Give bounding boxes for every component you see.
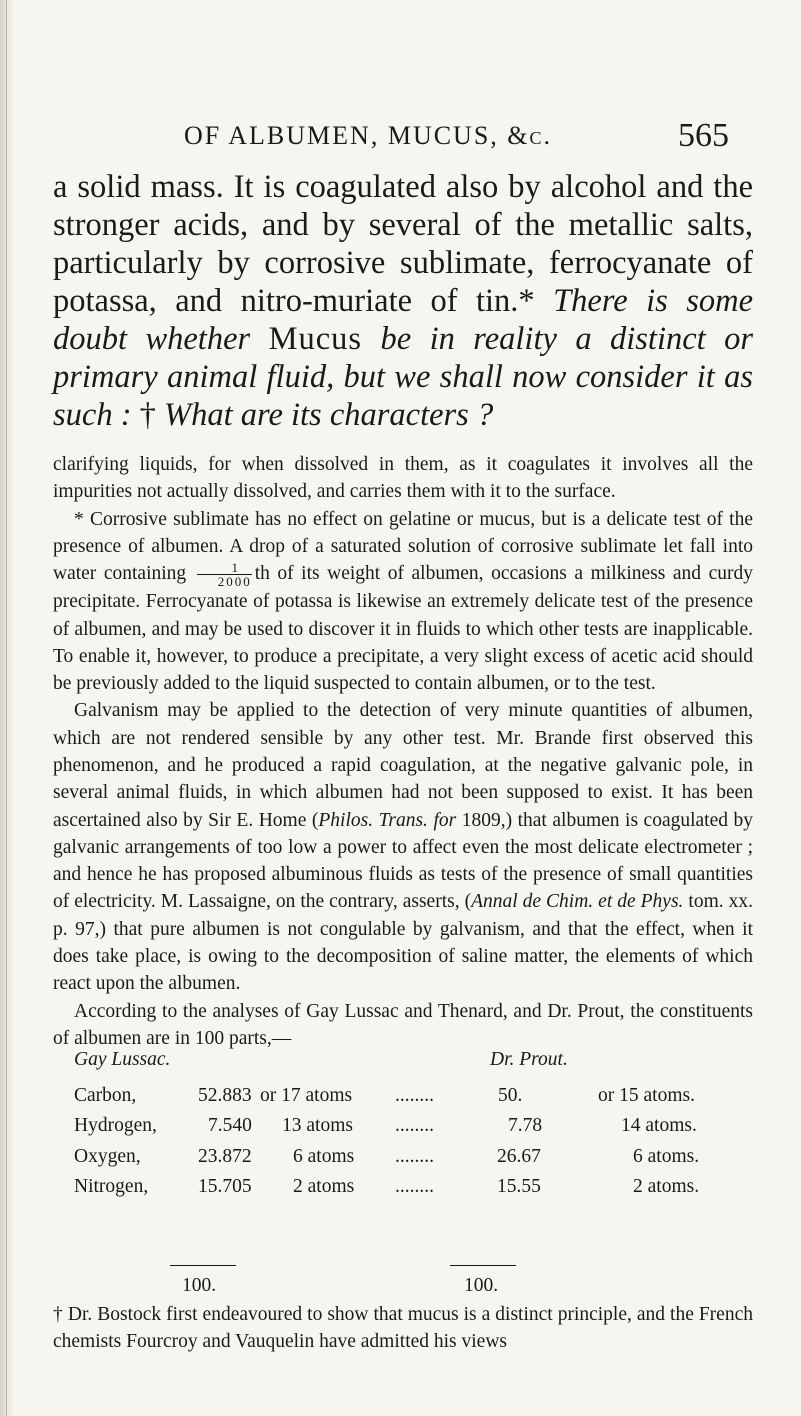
table-header-row (53, 1049, 753, 1077)
fraction-numerator: 1 (231, 560, 238, 576)
main-text-2: There is some doubt whether (53, 283, 753, 357)
galvanism-text-c: tom. xx. p. 97,) that pure albumen is not congulable by galvanism, and that the effect, when it does take place, is owing to the decomposition of saline matter, the elements of which react upon the albumen. (53, 891, 753, 995)
running-header (0, 117, 801, 157)
main-text-3: be in reality a distinct or primary animal fluid, but we shall now consider it as such : (53, 321, 753, 433)
leader-dots: ........ (395, 1085, 434, 1106)
table-row (53, 1085, 753, 1113)
note-galvanism (53, 697, 753, 997)
dagger-mark: † (139, 397, 156, 433)
prout-atoms: 14 atoms. (621, 1115, 697, 1136)
header-gay-lussac: Gay Lussac. (74, 1049, 171, 1070)
mucus-term: Mucus (268, 321, 363, 357)
gay-lussac-value: 23.872 (198, 1146, 252, 1167)
leader-dots: ........ (395, 1176, 434, 1197)
prout-value: 50. (498, 1085, 523, 1106)
main-text-1: a solid mass. It is coagulated also by alcohol and the stronger acids, and by several of the metallic salts, particularly by corrosive sublimate, ferrocyanate of potassa, and nitro-muriate of tin.* (53, 169, 753, 319)
page-number: 565 (678, 117, 729, 154)
total-gay-lussac: 100. (182, 1275, 217, 1296)
main-paragraph (53, 168, 753, 434)
note-continuation: clarifying liquids, for when dissolved in them, as it coagulates it involves all the impurities not actually dissolved, and carries them with it to the surface. (53, 454, 753, 503)
running-title: OF ALBUMEN, MUCUS, &c. (183, 121, 553, 150)
binding-line (6, 0, 7, 1416)
gay-lussac-atoms: 6 atoms (293, 1146, 355, 1167)
element-name: Hydrogen, (74, 1115, 157, 1136)
prout-value: 7.78 (508, 1115, 543, 1136)
gay-lussac-atoms: 2 atoms (293, 1176, 355, 1197)
gay-lussac-value: 15.705 (198, 1176, 252, 1197)
prout-value: 26.67 (497, 1146, 541, 1167)
table-row (53, 1115, 753, 1143)
note-text-a: * Corrosive sublimate has no effect on gelatine or mucus, but is a delicate test of the presence of albumen. A drop of a saturated solution of corrosive sublimate let fall into water containing (53, 508, 753, 585)
gay-lussac-atoms: 13 atoms (282, 1115, 353, 1136)
table-row (53, 1146, 753, 1174)
gay-lussac-atoms: or 17 atoms (260, 1085, 353, 1106)
main-text-4: What are its characters ? (155, 397, 494, 433)
footnotes (53, 451, 753, 1052)
reference-philos-trans: Philos. Trans. for (318, 809, 457, 831)
gay-lussac-value: 52.883 (198, 1085, 252, 1106)
prout-atoms: 2 atoms. (633, 1176, 700, 1197)
fraction-denominator: 2000 (197, 574, 252, 588)
leader-dots: ........ (395, 1115, 434, 1136)
prout-atoms: or 15 atoms. (598, 1085, 695, 1106)
prout-value: 15.55 (497, 1176, 541, 1197)
gay-lussac-value: 7.540 (208, 1115, 252, 1136)
note-analyses-intro: According to the analyses of Gay Lussac and Thenard, and Dr. Prout, the constituents of albumen are in 100 parts,— (53, 1000, 753, 1049)
prout-atoms: 6 atoms. (633, 1146, 700, 1167)
reference-annal-chim: Annal de Chim. et de Phys. (471, 891, 684, 913)
header-prout: Dr. Prout. (490, 1049, 568, 1070)
total-rule-right (450, 1265, 516, 1266)
total-rule-left (170, 1265, 236, 1266)
table-row (53, 1176, 753, 1204)
note-text-b: th of its weight of albumen, occasions a milkiness and curdy precipitate. Ferrocyanate of potassa is likewise an extremely delicate test of the presence of albumen, and may be used to discover it in fluids to which other tests are inapplicable. To enable it, however, to produce a precipitate, a very slight excess of acetic acid should be previously added to the liquid suspected to contain albumen, or to the test. (53, 563, 753, 695)
galvanism-text-a: Galvanism may be applied to the detection of very minute quantities of albumen, which are not rendered sensible by any other test. Mr. Brande first observed this phenomenon, and he produced a rapid coagulation, at the negative galvanic pole, in several animal fluids, in which albumen had not been supposed to exist. It has been ascertained also by Sir E. Home ( (53, 700, 753, 831)
leader-dots: ........ (395, 1146, 434, 1167)
element-name: Carbon, (74, 1085, 137, 1106)
dagger-footnote: † Dr. Bostock first endeavoured to show that mucus is a distinct principle, and the French chemists Fourcroy and Vauquelin have admitted his views (53, 1304, 753, 1353)
total-prout: 100. (464, 1275, 499, 1296)
element-name: Oxygen, (74, 1146, 141, 1167)
page-binding-edge (0, 0, 14, 1416)
note-corrosive-sublimate (53, 506, 753, 698)
galvanism-text-b: 1809,) that albumen is coagulated by galvanic arrangements of too low a power to affect even the most delicate electrometer ; and hence he has proposed albuminous fluids as tests of the presence of small quantities of electricity. M. Lassaigne, on the contrary, asserts, ( (53, 809, 754, 913)
element-name: Nitrogen, (74, 1176, 149, 1197)
fraction (197, 561, 252, 588)
